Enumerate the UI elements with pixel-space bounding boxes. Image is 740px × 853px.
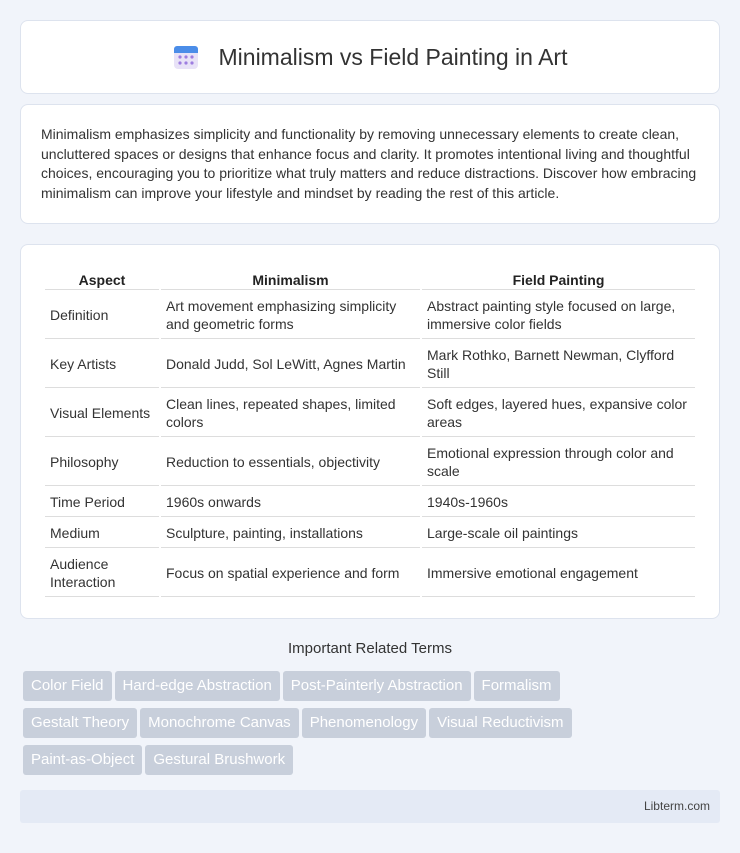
row-aspect: Audience Interaction: [45, 550, 159, 597]
row-minimalism: Focus on spatial experience and form: [161, 550, 420, 597]
row-field-painting: Large-scale oil paintings: [422, 519, 695, 548]
table-header-row: [45, 267, 695, 290]
column-header-minimalism: Minimalism: [161, 267, 420, 290]
row-aspect: Medium: [45, 519, 159, 548]
related-term-tag[interactable]: Monochrome Canvas: [140, 708, 299, 738]
table-row: [45, 439, 695, 486]
header-card: [20, 20, 720, 94]
row-aspect: Definition: [45, 292, 159, 339]
row-field-painting: Abstract painting style focused on large, immersive color fields: [422, 292, 695, 339]
table-row: [45, 519, 695, 548]
row-field-painting: Soft edges, layered hues, expansive color areas: [422, 390, 695, 437]
table-row: [45, 341, 695, 388]
table-row: [45, 550, 695, 597]
related-term-tag[interactable]: Gestalt Theory: [23, 708, 137, 738]
related-term-tag[interactable]: Post-Painterly Abstraction: [283, 671, 471, 701]
related-term-tag[interactable]: Paint-as-Object: [23, 745, 142, 775]
table-row: [45, 390, 695, 437]
related-term-tag[interactable]: Color Field: [23, 671, 112, 701]
related-term-tag[interactable]: Visual Reductivism: [429, 708, 571, 738]
related-term-tag[interactable]: Hard-edge Abstraction: [115, 671, 280, 701]
intro-card: [20, 104, 720, 224]
row-minimalism: Donald Judd, Sol LeWitt, Agnes Martin: [161, 341, 420, 388]
row-minimalism: Sculpture, painting, installations: [161, 519, 420, 548]
footer: [20, 790, 720, 823]
row-field-painting: Immersive emotional engagement: [422, 550, 695, 597]
column-header-field-painting: Field Painting: [422, 267, 695, 290]
row-field-painting: Mark Rothko, Barnett Newman, Clyfford Still: [422, 341, 695, 388]
page-title: Minimalism vs Field Painting in Art: [218, 43, 568, 70]
related-term-tag[interactable]: Phenomenology: [302, 708, 426, 738]
table-row: [45, 292, 695, 339]
column-header-aspect: Aspect: [45, 267, 159, 290]
related-term-tag[interactable]: Gestural Brushwork: [145, 745, 293, 775]
row-aspect: Philosophy: [45, 439, 159, 486]
row-minimalism: Clean lines, repeated shapes, limited colors: [161, 390, 420, 437]
row-aspect: Visual Elements: [45, 390, 159, 437]
table-row: [45, 488, 695, 517]
related-terms-list: [23, 671, 723, 782]
row-minimalism: Art movement emphasizing simplicity and geometric forms: [161, 292, 420, 339]
row-minimalism: Reduction to essentials, objectivity: [161, 439, 420, 486]
intro-text: Minimalism emphasizes simplicity and functionality by removing unnecessary elements to create clean, uncluttered spaces or designs that enhance focus and clarity. It promotes intentional living and thoughtful choices, encouraging you to prioritize what truly matters and reduce distractions. Discover how embracing minimalism can improve your lifestyle and mindset by reading the rest of this article.: [41, 126, 697, 201]
footer-site-link[interactable]: Libterm.com: [643, 799, 710, 813]
comparison-card: [20, 244, 720, 619]
row-minimalism: 1960s onwards: [161, 488, 420, 517]
row-aspect: Key Artists: [45, 341, 159, 388]
related-terms-title: Important Related Terms: [288, 640, 452, 657]
row-field-painting: 1940s-1960s: [422, 488, 695, 517]
row-field-painting: Emotional expression through color and scale: [422, 439, 695, 486]
calendar-icon: [173, 44, 199, 70]
comparison-table: [43, 265, 697, 599]
row-aspect: Time Period: [45, 488, 159, 517]
related-term-tag[interactable]: Formalism: [474, 671, 560, 701]
